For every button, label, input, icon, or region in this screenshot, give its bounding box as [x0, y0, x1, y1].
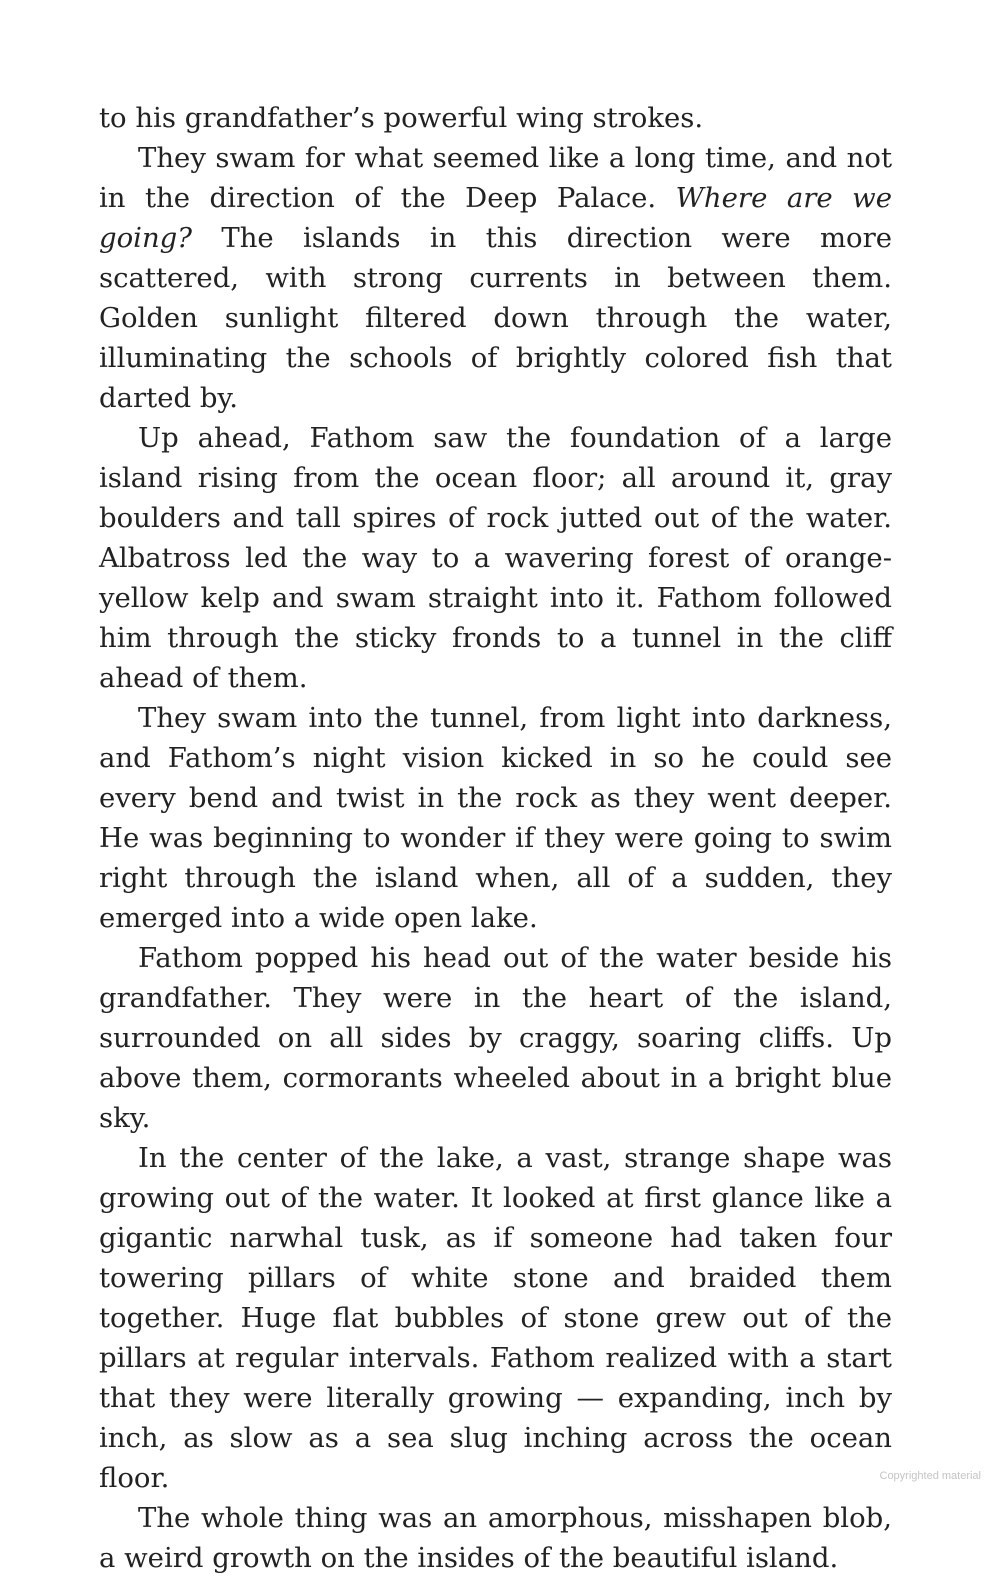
paragraph-2-text-end: The islands in this direction were more scattered, with strong currents in between them. Golden sunlight filtered down through the water, illuminating the schools of brightly colored fish that darted by. — [99, 222, 892, 414]
paragraph-2 — [99, 138, 892, 418]
paragraph-4: They swam into the tunnel, from light into darkness, and Fathom’s night vision kicked in so he could see every bend and twist in the rock as they went deeper. He was beginning to wonder if they were going to swim right through the island when, all of a sudden, they emerged into a wide open lake. — [99, 702, 892, 934]
paragraph-5: Fathom popped his head out of the water beside his grandfather. They were in the heart of the island, surrounded on all sides by craggy, soaring cliffs. Up above them, cormorants wheeled about in a bright blue sky. — [99, 942, 892, 1134]
copyright-watermark: Copyrighted material — [879, 1470, 981, 1482]
paragraph-1: to his grandfather’s powerful wing strokes. — [99, 102, 704, 134]
paragraph-6: In the center of the lake, a vast, strange shape was growing out of the water. It looked at first glance like a gigantic narwhal tusk, as if someone had taken four towering pillars of white stone and braided them together. Huge flat bubbles of stone grew out of the pillars at regular intervals. Fathom realized with a start that they were literally growing — expanding, inch by inch, as slow as a sea slug inching across the ocean floor. — [99, 1142, 892, 1494]
paragraph-3: Up ahead, Fathom saw the foundation of a large island rising from the ocean floor; all around it, gray boulders and tall spires of rock jutted out of the water. Albatross led the way to a wavering forest of orange-yellow kelp and swam straight into it. Fathom followed him through the sticky fronds to a tunnel in the cliff ahead of them. — [99, 422, 892, 694]
paragraph-2-text-start: They swam for what seemed like a long time, and not in the direction of the Deep Palace. — [99, 142, 892, 214]
paragraph-7: The whole thing was an amorphous, misshapen blob, a weird growth on the insides of the beautiful island. — [99, 1502, 892, 1574]
book-page-text — [99, 98, 892, 1578]
italic-thought: Where are we going? — [99, 182, 892, 254]
